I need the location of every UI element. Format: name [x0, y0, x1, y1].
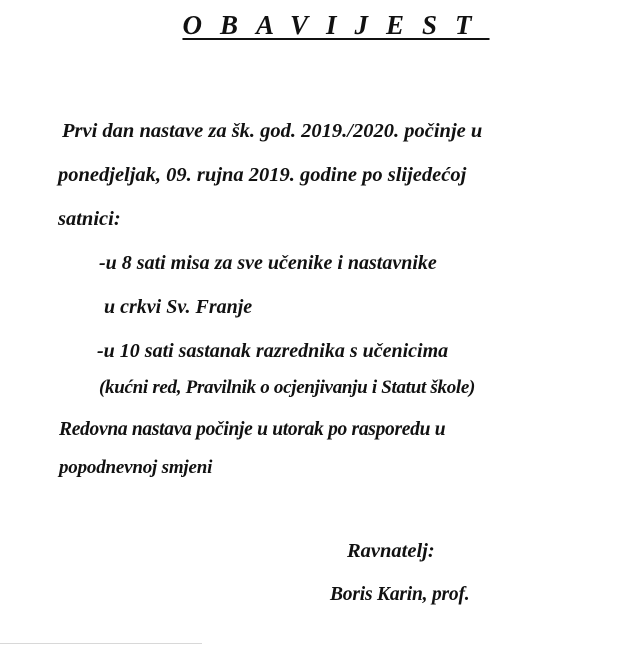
bottom-divider	[0, 643, 202, 644]
body-line-2: ponedjeljak, 09. rujna 2019. godine po slijedećoj	[58, 164, 467, 186]
document-title: OBAVIJEST	[182, 10, 490, 40]
body-line-shift: popodnevnoj smjeni	[59, 457, 213, 478]
schedule-item-mass: -u 8 sati misa za sve učenike i nastavnike	[99, 252, 437, 274]
signature-name: Boris Karin, prof.	[330, 584, 470, 605]
body-line-1: Prvi dan nastave za šk. god. 2019./2020. počinje u	[62, 120, 483, 142]
body-line-3: satnici:	[58, 208, 121, 230]
schedule-item-mass-location: u crkvi Sv. Franje	[104, 296, 253, 318]
body-line-regular-classes: Redovna nastava počinje u utorak po rasporedu u	[59, 419, 446, 440]
schedule-item-meeting-topics: (kućni red, Pravilnik o ocjenjivanju i Statut škole)	[99, 377, 476, 398]
schedule-item-meeting: -u 10 sati sastanak razrednika s učenicima	[97, 340, 449, 362]
signature-role: Ravnatelj:	[347, 540, 435, 562]
